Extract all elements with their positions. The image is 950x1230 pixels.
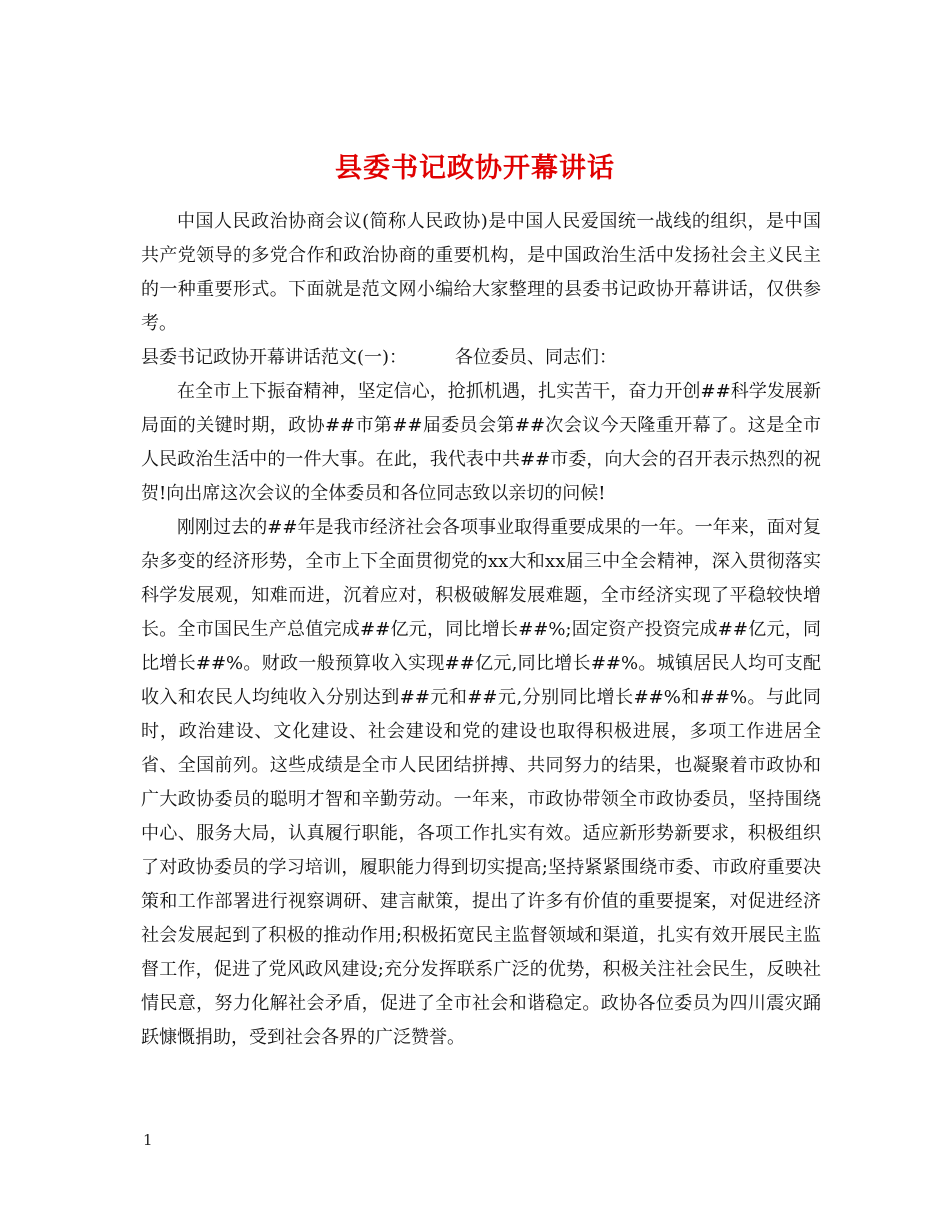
salutation: 各位委员、同志们： (455, 347, 618, 368)
document-body (141, 205, 821, 1055)
body-paragraph-2: 刚刚过去的##年是我市经济社会各项事业取得重要成果的一年。一年来，面对复杂多变的经济形势，全市上下全面贯彻党的xx大和xx届三中全会精神，深入贯彻落实科学发展观，知难而进，沉着应对，积极破解发展难题，全市经济实现了平稳较快增长。全市国民生产总值完成##亿元，同比增长##%;固定资产投资完成##亿元，同比增长##%。财政一般预算收入实现##亿元,同比增长##%。城镇居民人均可支配收入和农民人均纯收入分别达到##元和##元,分别同比增长##%和##%。与此同时，政治建设、文化建设、社会建设和党的建设也取得积极进展，多项工作进居全省、全国前列。这些成绩是全市人民团结拼搏、共同努力的结果，也凝聚着市政协和广大政协委员的聪明才智和辛勤劳动。一年来，市政协带领全市政协委员，坚持围绕中心、服务大局，认真履行职能，各项工作扎实有效。适应新形势新要求，积极组织了对政协委员的学习培训，履职能力得到切实提高;坚持紧紧围绕市委、市政府重要决策和工作部署进行视察调研、建言献策，提出了许多有价值的重要提案，对促进经济社会发展起到了积极的推动作用;积极拓宽民主监督领域和渠道，扎实有效开展民主监督工作，促进了党风政风建设;充分发挥联系广泛的优势，积极关注社会民生，反映社情民意，努力化解社会矛盾，促进了全市社会和谐稳定。政协各位委员为四川震灾踊跃慷慨捐助，受到社会各界的广泛赞誉。 (141, 517, 821, 1048)
page-number: 1 (143, 1131, 153, 1149)
section-heading: 县委书记政协开幕讲话范文(一)： (141, 347, 408, 368)
intro-paragraph: 中国人民政治协商会议(简称人民政协)是中国人民爱国统一战线的组织，是中国共产党领导的多党合作和政治协商的重要机构，是中国政治生活中发扬社会主义民主的一种重要形式。下面就是范文网小编给大家整理的县委书记政协开幕讲话，仅供参考。 (141, 211, 821, 334)
section-lead-line (141, 341, 821, 375)
body-paragraph-1: 在全市上下振奋精神，坚定信心，抢抓机遇，扎实苦干，奋力开创##科学发展新局面的关键时期，政协##市第##届委员会第##次会议今天隆重开幕了。这是全市人民政治生活中的一件大事。在此，我代表中共##市委，向大会的召开表示热烈的祝贺!向出席这次会议的全体委员和各位同志致以亲切的问候! (141, 381, 821, 504)
document-title: 县委书记政协开幕讲话 (335, 153, 615, 185)
